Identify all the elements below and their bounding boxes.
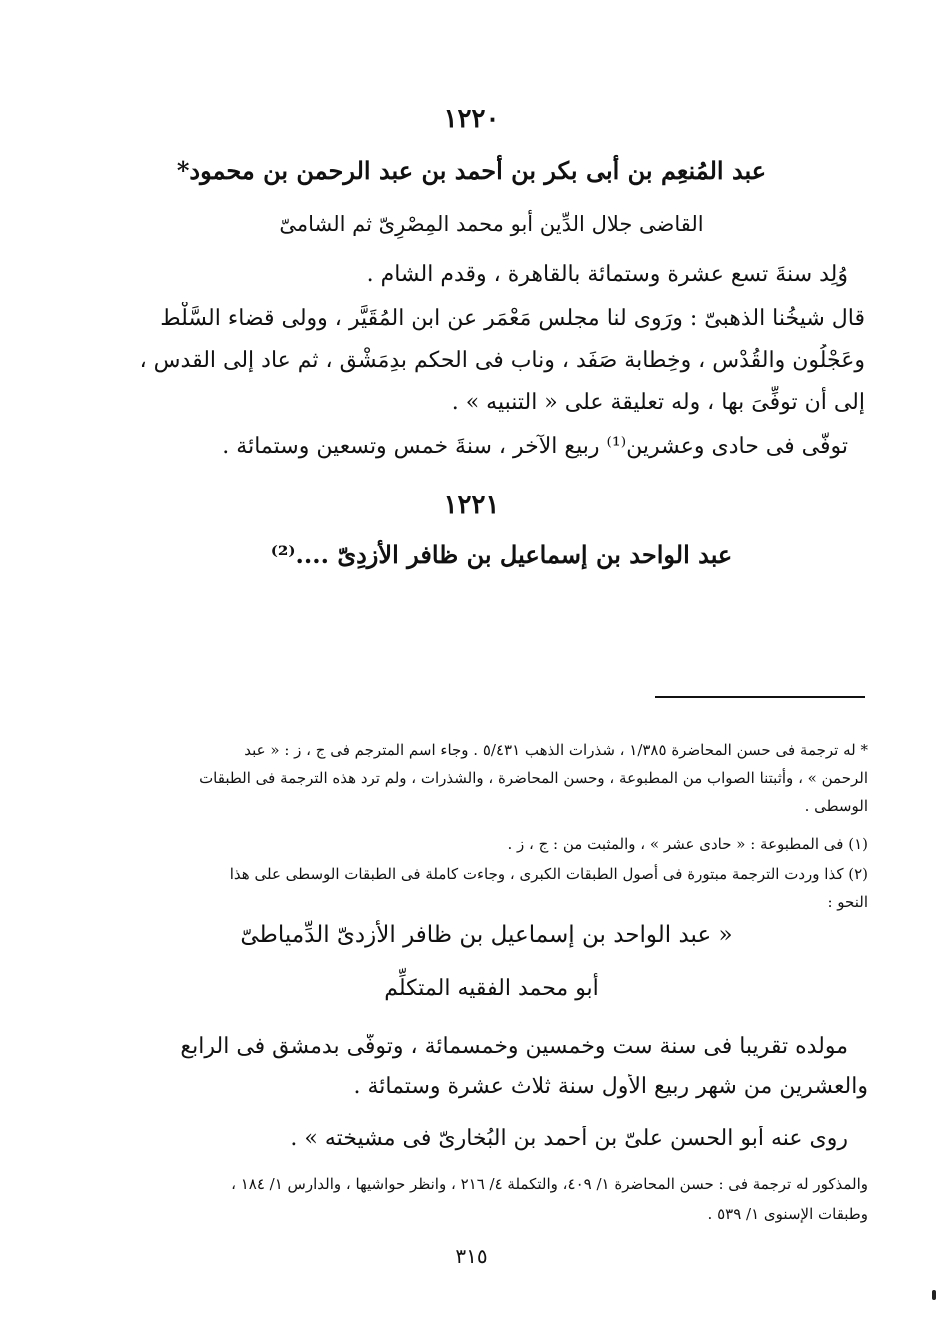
quoted-entry-name: « عبد الواحد بن إسماعيل بن ظافر الأزدىّ الدِّمياطىّ [240, 922, 733, 948]
footnote-star-line: * له ترجمة فى حسن المحاضرة ١/٣٨٥ ، شذرات الذهب ٥/٤٣١ . وجاء اسم المترجم فى ج ، ز : « عبد [244, 741, 868, 759]
footnote-1: (١) فى المطبوعة : « حادى عشر » ، والمثبت من : ج ، ز . [507, 835, 868, 853]
page-number: ٣١٥ [455, 1244, 488, 1268]
quoted-entry-subtitle: أبو محمد الفقيه المتكلِّم [384, 976, 599, 1001]
quoted-entry-line: روى عنه أبو الحسن علىّ بن أحمد بن البُخارىّ فى مشيخته » . [290, 1126, 848, 1151]
entry-1220-line: قال شيخُنا الذهبىّ : ورَوى لنا مجلس مَعْمَر عن ابن المُقَيَّر ، وولى قضاء السَّلْط [160, 306, 865, 331]
entry-1220-line: إلى أن توفِّىَ بها ، وله تعليقة على « التنبيه » . [451, 390, 865, 415]
footnote-star-line: الرحمن » ، وأثبتنا الصواب من المطبوعة ، وحسن المحاضرة ، والشذرات ، ولم ترد هذه الترجمة فى الطبقات [199, 769, 868, 787]
entry-1220-subtitle: القاضى جلال الدِّين أبو محمد المِصْرِىّ ثم الشامىّ [279, 212, 704, 236]
entry-1220-line: وعَجْلُون والقُدْس ، وخِطابة صَفَد ، وناب فى الحكم بدِمَشْق ، ثم عاد إلى القدس ، [139, 348, 865, 373]
entry-number-1220: ١٢٢٠ [443, 104, 500, 134]
footnote-2-line: (٢) كذا وردت الترجمة مبتورة فى أصول الطبقات الكبرى ، وجاءت كاملة فى الطبقات الوسطى على هذا [229, 865, 868, 883]
entry-1220-name: عبد المُنعِم بن أبى بكر بن أحمد بن عبد الرحمن بن محمود* [176, 156, 767, 185]
references-line: وطبقات الإسنوى ١/ ٥٣٩ . [707, 1205, 868, 1223]
references-line: والمذكور له ترجمة فى : حسن المحاضرة ١/ ٤٠٩، والتكملة ٤/ ٢١٦ ، وانظر حواشيها ، والدارس ١/ ١٨٤ ، [231, 1175, 868, 1193]
entry-1221-name: عبد الواحد بن إسماعيل بن ظافر الأزدِىّ ....⁽²⁾ [270, 540, 733, 569]
scan-edge-mark [932, 1290, 936, 1300]
footnote-star-line: الوسطى . [804, 797, 868, 815]
footnote-2-line: النحو : [827, 893, 868, 911]
entry-1220-line: وُلِد سنةَ تسع عشرة وستمائة بالقاهرة ، وقدم الشام . [366, 262, 848, 287]
quoted-entry-line: مولده تقريبا فى سنة ست وخمسين وخمسمائة ، وتوفّى بدمشق فى الرابع [180, 1034, 848, 1059]
entry-1220-line: توفّى فى حادى وعشرين⁽¹⁾ ربيع الآخر ، سنةَ خمس وتسعين وستمائة . [222, 434, 848, 459]
footnote-separator [655, 696, 865, 698]
entry-number-1221: ١٢٢١ [443, 490, 500, 520]
quoted-entry-line: والعشرين من شهر ربيع الأول سنة ثلاث عشرة وستمائة . [353, 1074, 868, 1099]
